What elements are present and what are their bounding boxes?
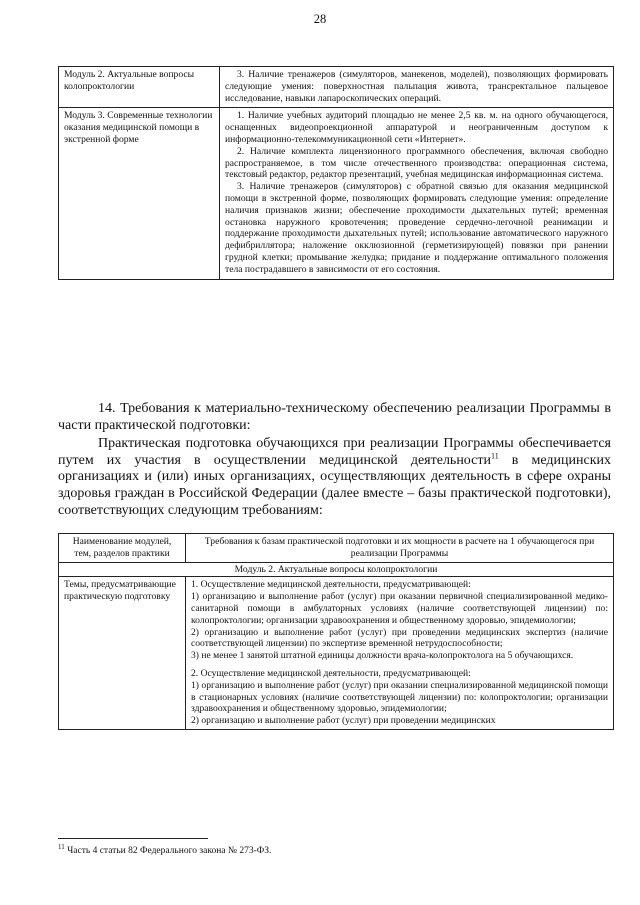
module-name-cell: Модуль 2. Актуальные вопросы колопроктологии — [59, 67, 220, 108]
column-header: Наименование модулей, тем, разделов практики — [59, 534, 186, 563]
equipment-requirements-table — [58, 66, 614, 280]
requirements-cell — [220, 108, 614, 279]
page-number: 28 — [313, 12, 327, 26]
paragraph-text: в медицинских организациях и (или) иных организациях, осуществляющих деятельность в сфере охраны здоровья граждан в Российской Федерации (далее вместе – базы практической подготовки), соответствующих следующим требованиям: — [58, 452, 611, 518]
paragraph-text: Практическая подготовка обучающихся при реализации Программы обеспечивается путем их участия в осуществлении медицинской деятельности — [58, 436, 611, 468]
footnote-text: Часть 4 статьи 82 Федерального закона № 273-ФЗ. — [64, 846, 272, 857]
module-name-cell: Модуль 3. Современные технологии оказания медицинской помощи в экстренной форме — [59, 108, 220, 279]
footnote-reference[interactable]: 11 — [490, 451, 499, 461]
requirement-item: 1. Наличие учебных аудиторий площадью не менее 2,5 кв. м. на одного обучающегося, оснащенных видеопроекционной аппаратурой и неограниченным доступом к информационно-телекоммуникационной сети «Интернет». — [225, 110, 608, 145]
requirement-item: 1) организацию и выполнение работ (услуг) при оказании специализированной медицинской помощи в стационарных условиях (наличие соответствующей лицензии) по: колопроктологии; организации здравоохранения и общественному здоровью, эпидемиологии; — [191, 679, 608, 715]
requirement-item: 2. Наличие комплекта лицензионного программного обеспечения, включая свободно распространяемое, в том числе отечественного производства: операционная система, текстовый редактор, редактор презентаций, учебная медицинская информационная система. — [225, 145, 608, 181]
topic-cell: Темы, предусматривающие практическую подготовку — [59, 577, 186, 730]
section-14 — [58, 401, 611, 521]
requirement-item: 1. Осуществление медицинской деятельности, предусматривающей: — [191, 579, 471, 591]
module-row — [59, 562, 614, 577]
module-title: Модуль 2. Актуальные вопросы колопроктологии — [59, 562, 614, 577]
requirement-item: 2) организацию и выполнение работ (услуг) при проведении медицинских экспертиз (наличие соответствующей лицензии) по экспертизе временной нетрудоспособности; — [191, 626, 608, 650]
section-paragraph — [58, 436, 611, 519]
requirement-item: 3) не менее 1 занятой штатной единицы должности врача-колопроктолога на 5 обучающихся. — [191, 650, 574, 662]
requirements-cell — [186, 577, 614, 730]
footnote-number: 11 — [58, 843, 65, 851]
table-row — [59, 108, 614, 279]
table-row — [59, 67, 614, 108]
column-header: Требования к базам практической подготовки и их мощности в расчете на 1 обучающегося при реализации Программы — [186, 534, 614, 563]
section-heading: 14. Требования к материально-техническому обеспечению реализации Программы в части практической подготовки: — [58, 401, 611, 433]
table-row — [59, 577, 614, 730]
practical-training-table — [58, 533, 614, 730]
requirement-item: 2) организацию и выполнение работ (услуг) при проведении медицинских — [191, 715, 496, 727]
requirement-item: 1) организацию и выполнение работ (услуг) при оказании первичной специализированной медико-санитарной помощи в амбулаторных условиях (наличие соответствующей лицензии) по: колопроктологии; организации здравоохранения и общественному здоровью, эпидемиологии; — [191, 591, 608, 626]
footnote — [58, 843, 271, 856]
requirement-item: 3. Наличие тренажеров (симуляторов) с обратной связью для оказания медицинской помощи в экстренной форме, позволяющих формировать следующие умения: определение наличия признаков жизни; обеспечение проходимости дыхательных путей; временная остановка наружного кровотечения; проведение сердечно-легочной реанимации и поддержание проходимости дыхательных путей; использование автоматического наружного дефибриллятора; наложение окклюзионной (герметизирующей) повязки при ранении грудной клетки; промывание желудка; придание и поддержание оптимального положения тела пострадавшего в зависимости от его состояния. — [225, 181, 608, 275]
requirements-cell — [220, 67, 614, 108]
requirement-item: 3. Наличие тренажеров (симуляторов, манекенов, моделей), позволяющих формировать следующие умения: поверхностная пальпация живота, трансректальное пальцевое исследование, навыки лапароскопических операций. — [225, 69, 608, 104]
footnote-divider — [58, 838, 208, 839]
table-header-row — [59, 534, 614, 563]
requirement-item: 2. Осуществление медицинской деятельности, предусматривающей: — [191, 667, 471, 679]
